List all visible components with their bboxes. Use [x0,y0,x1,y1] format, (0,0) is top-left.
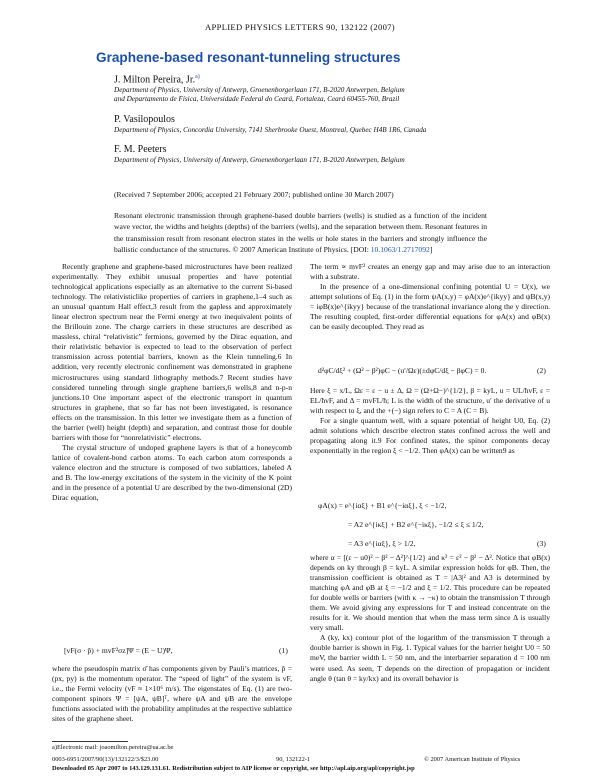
paper-title: Graphene-based resonant-tunneling structures [96,50,401,65]
paragraph: Here ξ = x/L, Ωε = ε − u ± Δ, Ω = (Ω+Ω−)^{1/2}, β = kyL, u = UL/ħvF, ε = EL/ħvF, and Δ = mvFL/ħ; L is the width of the structure, u′ the derivative of u with respect to ξ, and the +(−) sign refers to C = A (C = B). [310,386,550,416]
affiliation-1: Department of Physics, University of Antwerp, Groenenborgerlaan 171, B-2020 Antwerpen, Belgium and Departamento de Física, Universidade Federal do Ceará, Fortaleza, Ceará 60455-760, Brazil [114,86,405,104]
author-name: J. Milton Pereira, Jr. [114,74,196,86]
equation-3b: = A2 e^{iκξ} + B2 e^{−iκξ}, −1/2 ≤ ξ ≤ 1/2, [348,520,484,529]
paragraph: where the pseudospin matrix σ̂ has components given by Pauli’s matrices, p̂ = (px, py) is the momentum operator. The “speed of light” of the system is vF, i.e., the Fermi velocity (vF ≈ 1×10⁶ m/s). The eigenstates of Eq. (1) are two-component spinors Ψ = [ψA, ψB]ᵀ, where ψA and ψB are the envelope functions associated with the probability amplitudes at the respective sublattice sites of the graphene sheet. [52,664,292,724]
paragraph: where α = [(ε − u0)² − β² − Δ²]^{1/2} and κ² = ε² − β² − Δ². Notice that φB(x) depends on ky through β = kyL. A similar expression holds for φB. Then, the transmission coefficient is obtained as T = |A3|² and A3 is determined by matching φA and φB at ξ = −1/2 and ξ = 1/2. This procedure can be repeated for double wells or barriers (with κ → −κ) to obtain the transmission T through them. We avoid giving any expressions for T and instead concentrate on the results for it. We should mention that when the mass term since Δ is usually very small. [310,553,550,633]
equation-number: (3) [537,539,546,548]
paragraph: In the presence of a one-dimensional confining potential U = U(x), we attempt solutions of Eq. (1) in the form ψA(x,y) = φA(x)e^{ikyy} and ψB(x,y) = iφB(x)e^{ikyy} because of the translational invariance along the y direction. The resulting coupled, first-order differential equations for φA(x) and φB(x) can be easily decoupled. They read as [310,282,550,332]
left-column [52,262,292,503]
doi-link[interactable]: 10.1063/1.2717092 [370,245,430,255]
received-dates: (Received 7 September 2006; accepted 21 February 2007; published online 30 March 2007) [114,190,394,199]
download-notice: Downloaded 05 Apr 2007 to 143.129.131.61. Redistribution subject to AIP license or copyright, see http://apl.aip.org/apl/copyright.jsp [52,765,415,772]
paragraph: The term ∝ mvF² creates an energy gap and may arise due to an interaction with a substrate. [310,262,550,282]
author-2: P. Vasilopoulos [114,114,175,125]
equation-number: (1) [279,646,288,655]
footer-issn: 0003-6951/2007/90(13)/132122/3/$23.00 [52,756,159,763]
affiliation-2: Department of Physics, Concordia University, 7141 Sherbrooke Ouest, Montreal, Quebec H4B 1R6, Canada [114,126,427,134]
right-column-lower [310,553,550,684]
left-column-continued [52,664,292,724]
footer-page: 90, 132122-1 [276,756,311,763]
equation-3c: = A3 e^{iαξ}, ξ > 1/2, [348,539,416,548]
paragraph: For a single quantum well, with a square potential of height U0, Eq. (2) admit solutions which describe electron states confined across the well and propagating along it.9 For confined states, the spinor components decay exponentially in the region ξ < −1/2. Then φA(x) can be written9 as [310,416,550,456]
paragraph: A (ky, kx) contour plot of the logarithm of the transmission T through a double barrier is shown in Fig. 1. Typical values for the barrier height U0 = 50 meV, the barrier width L = 50 nm, and the interbarrier separation d = 100 nm were used. As seen, T depends on the direction of propagation or incident angle θ (tan θ = ky/kx) and its overall behavior is [310,633,550,683]
paragraph: The crystal structure of undoped graphene layers is that of a honeycomb lattice of covalent-bond carbon atoms. To each carbon atom corresponds a valence electron and the structure is composed of two sublattices, labeled A and B. The low-energy excitations of the system in the vicinity of the K point and in the presence of a potential U are described by the two-dimensional (2D) Dirac equation, [52,442,292,503]
abstract: Resonant electronic transmission through graphene-based double barriers (wells) is studied as a function of the incident wave vector, the widths and heights (depths) of the barriers (wells), and the separation between them. Resonant features in the transmission result from resonant electron states in the wells or hole states in the barriers and strongly influence the ballistic conductance of the structures. © 2007 American Institute of Physics. [DOI: 10.1063/1.2717092] [114,211,487,255]
footnote-rule [52,741,128,742]
equation-number: (2) [537,366,546,375]
right-column-middle [310,386,550,456]
footnote: a)Electronic mail: joaomilton.pereira@ua.ac.be [52,744,174,751]
author-3: F. M. Peeters [114,144,167,155]
affiliation-3: Department of Physics, University of Antwerp, Groenenborgerlaan 171, B-2020 Antwerpen, Belgium [114,156,405,164]
author-footnote-link[interactable]: a) [195,74,200,80]
footer-copyright: © 2007 American Institute of Physics [424,756,521,763]
right-column [310,262,550,332]
equation-1: [vF(σ · p̂) + mvF²σz]Ψ = (E − U)Ψ, [64,646,173,655]
running-head: APPLIED PHYSICS LETTERS 90, 132122 (2007) [205,22,395,32]
equation-3a: φA(x) = e^{iαξ} + B1 e^{−iαξ}, ξ < −1/2, [318,501,447,510]
paragraph: Recently graphene and graphene-based microstructures have been realized experimentally. They exhibit unusual properties and have potential technological applications especially as an alternative to the current Si-based technology. The relativisticlike properties of carriers in graphene,1–4 such as an unusual quantum Hall effect,3 result from the gapless and approximately linear electron spectrum near the Fermi energy at two inequivalent points of the Brillouin zone. The charge carriers in these structures are described as massless, chiral “relativistic” fermions, governed by the Dirac equation, and their relativistic behavior is expected to lead to the observation of perfect transmission across potential barriers, known as the Klein tunneling.6 In addition, very recently electronic confinement was demonstrated in graphene microstructures using standard lithography methods.7 Recent studies have considered tunneling through single graphene barriers,6 wells,8 and n-p-n junctions.10 One important aspect of the electronic transport in quantum structures in graphene, that so far has not been investigated, is resonance effects on the transmission. In this letter we investigate them as a function of the barrier (well) height (depth) and separation, and contrast those for double barriers with those for “nonrelativistic” electrons. [52,262,292,442]
author-1 [114,74,200,85]
equation-2: d²φC/dξ² + (Ω² − β²)φC − (u′/Ωε)(±dφC/dξ − βφC) = 0. [318,366,487,375]
